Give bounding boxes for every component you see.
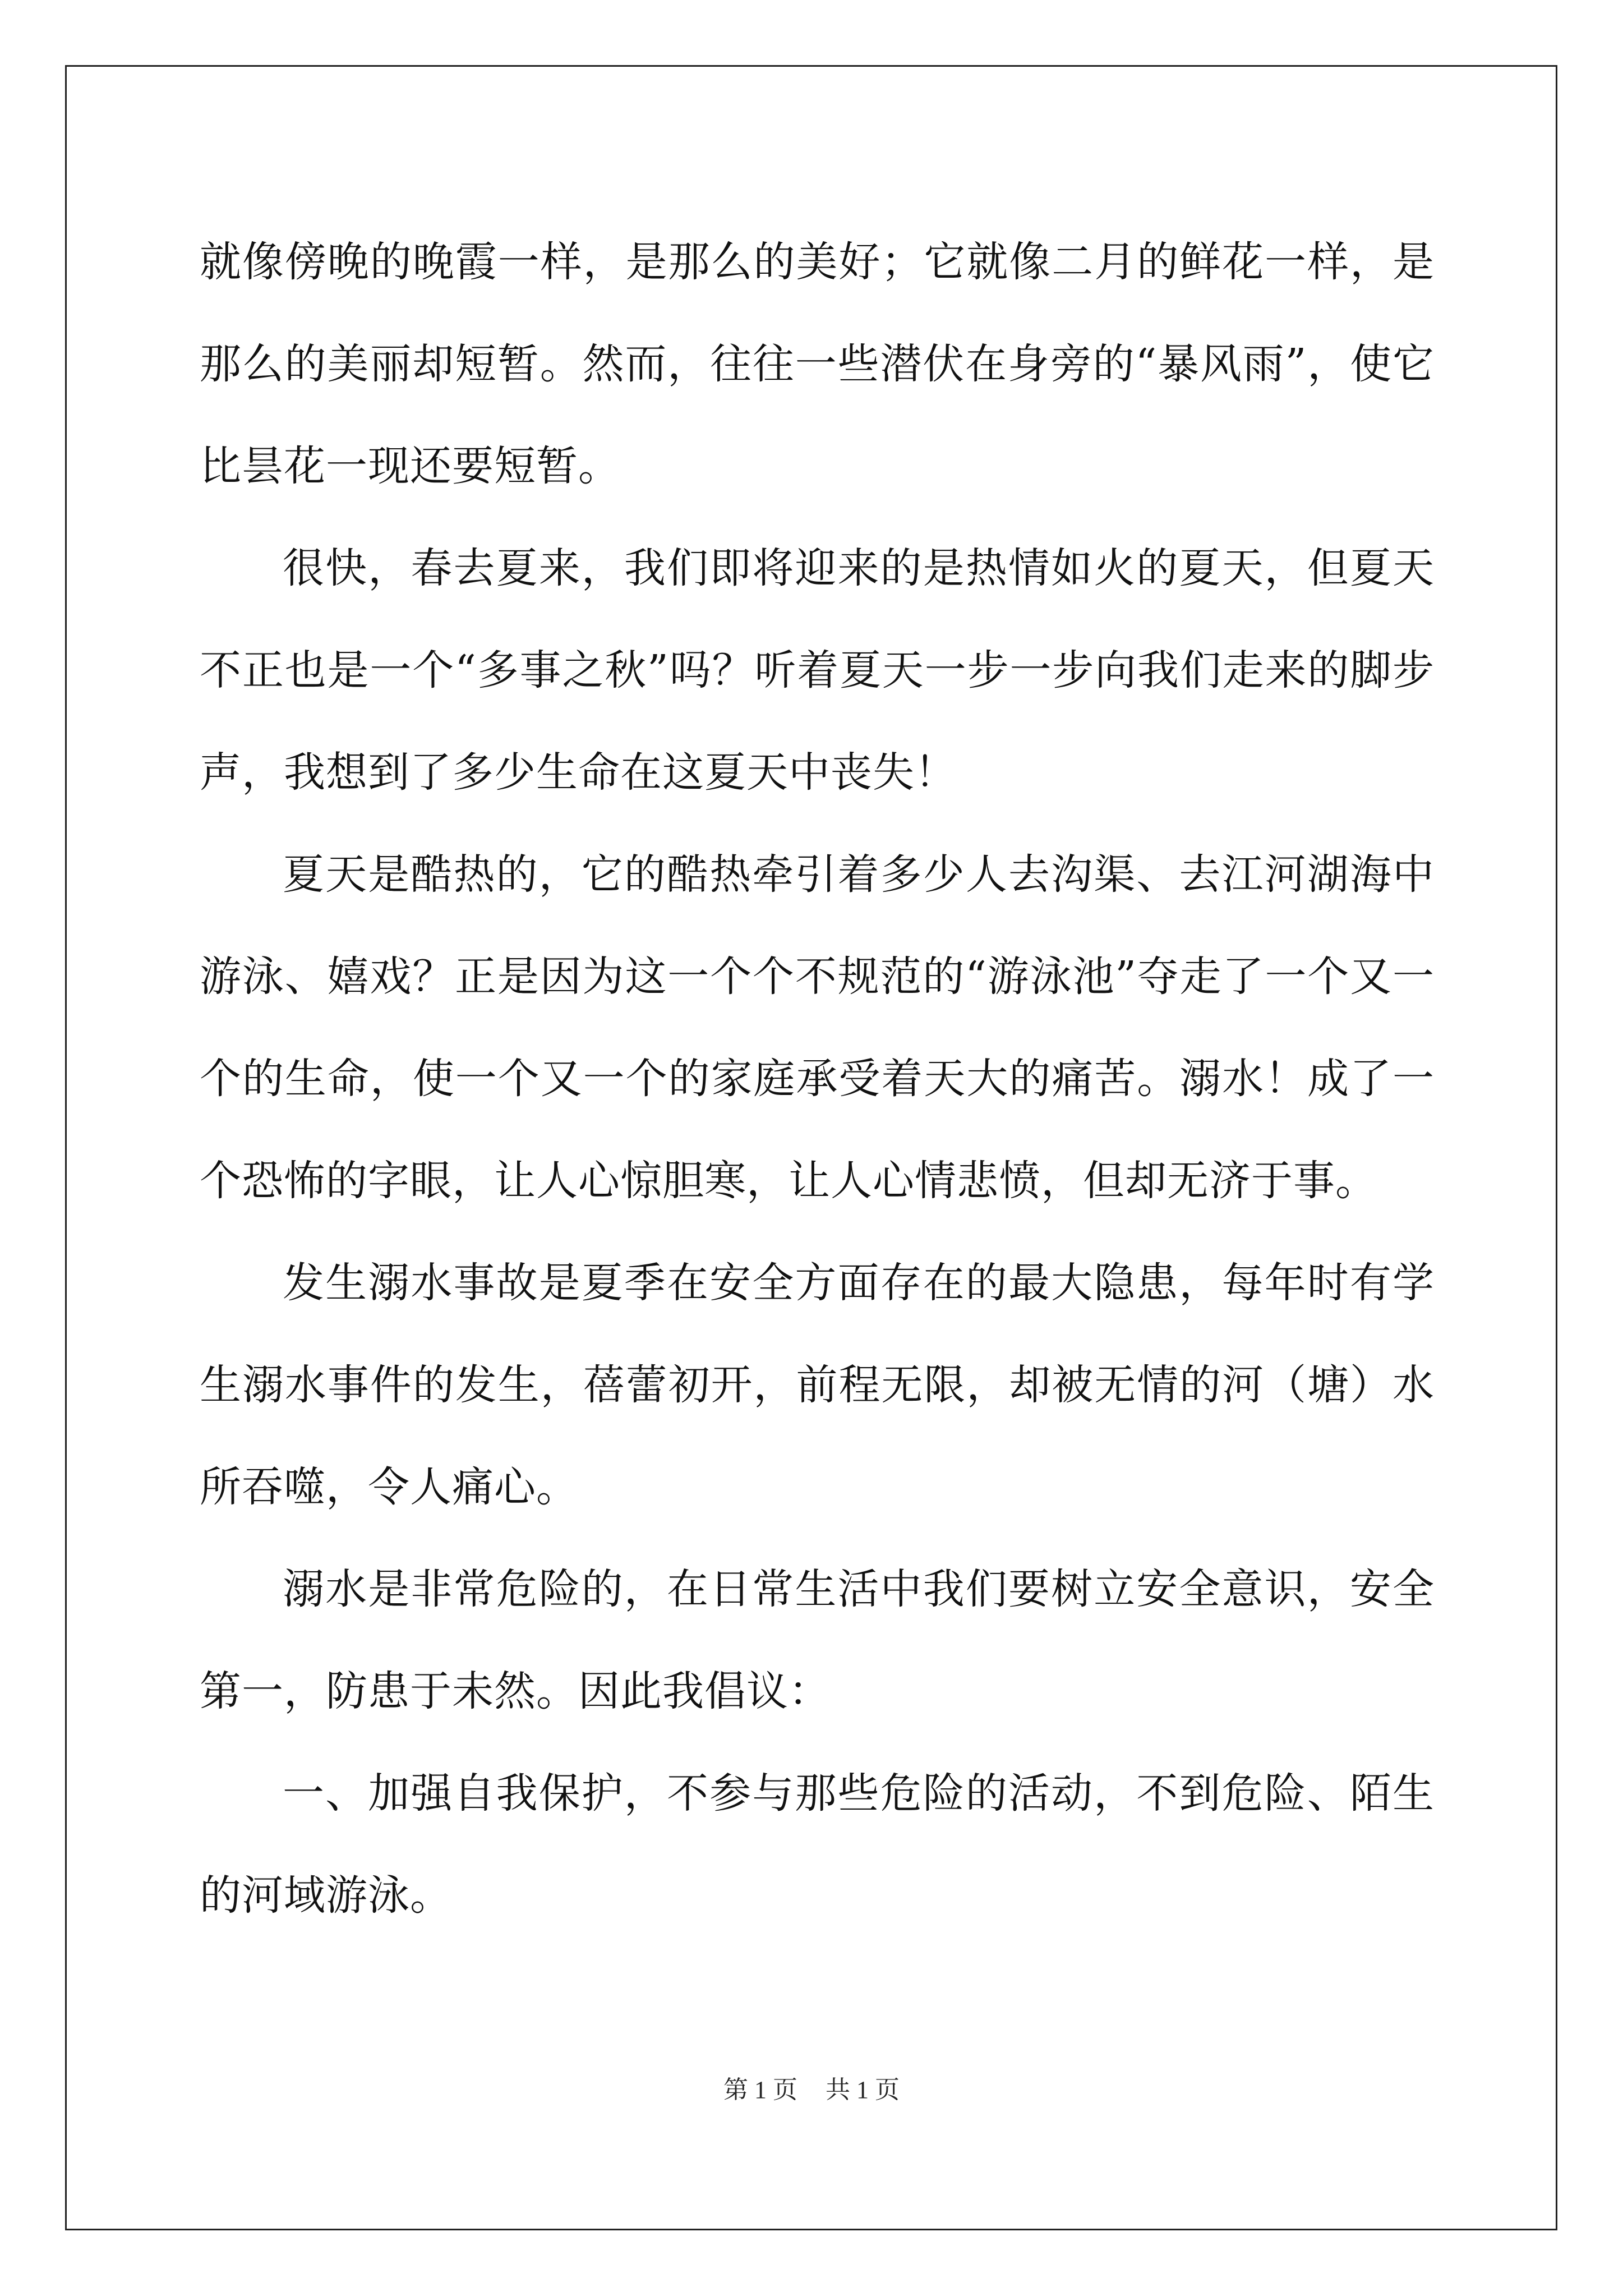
paragraph-4: 发生溺水事故是夏季在安全方面存在的最大隐患，每年时有学生溺水事件的发生，蓓蕾初开，前程无限，却被无情的河（塘）水所吞噬，令人痛心。 (200, 1259, 1435, 1511)
page-number: 第 1 页 (723, 2076, 797, 2104)
document-body (200, 211, 1435, 1947)
paragraph-3: 夏天是酷热的，它的酷热牵引着多少人去沟渠、去江河湖海中游泳、嬉戏？正是因为这一个个不规范的“游泳池”夺走了一个又一个的生命，使一个又一个的家庭承受着天大的痛苦。溺水！成了一个恐怖的字眼，让人心惊胆寒，让人心情悲愤，但却无济于事。 (200, 850, 1435, 1205)
page-footer (0, 2073, 1623, 2107)
paragraph-6: 一、加强自我保护，不参与那些危险的活动，不到危险、陌生的河域游泳。 (200, 1769, 1435, 1920)
paragraph-1: 就像傍晚的晚霞一样，是那么的美好；它就像二月的鲜花一样，是那么的美丽却短暂。然而，往往一些潜伏在身旁的“暴风雨”，使它比昙花一现还要短暂。 (200, 238, 1435, 490)
paragraph-5: 溺水是非常危险的，在日常生活中我们要树立安全意识，安全第一，防患于未然。因此我倡议： (200, 1565, 1435, 1715)
page-total: 共 1 页 (826, 2076, 900, 2104)
paragraph-2: 很快，春去夏来，我们即将迎来的是热情如火的夏天，但夏天不正也是一个“多事之秋”吗？听着夏天一步一步向我们走来的脚步声，我想到了多少生命在这夏天中丧失！ (200, 544, 1435, 797)
